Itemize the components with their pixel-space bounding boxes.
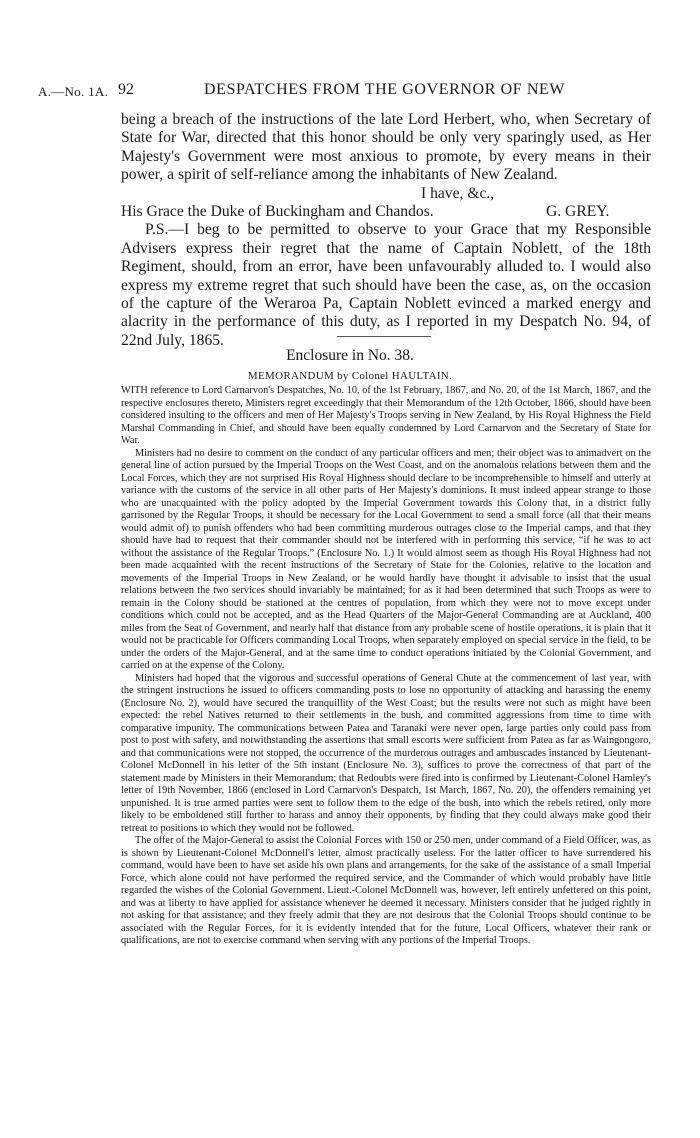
closing-row — [121, 185, 651, 203]
despatch-continuation — [121, 111, 651, 350]
closing-formula: I have, &c., — [421, 184, 495, 202]
addressee: His Grace the Duke of Buckingham and Chandos. — [121, 203, 434, 221]
running-header — [0, 80, 700, 102]
memorandum-paragraph: WITH reference to Lord Carnarvon's Despatches, No. 10, of the 1st February, 1867, and No. 20, of the 1st March, 1867, and the respective enclosures thereto, Ministers regret exceedingly that their Memorandum of the 12th October, 1866, should have been considered insulting to the officers and men of Her Majesty's Troops serving in New Zealand, by His Royal Highness the Field Marshal Commanding in Chief, and should have been equally condemned by Lord Carnarvon and the Secretary of State for War. — [121, 385, 651, 446]
running-title: DESPATCHES FROM THE GOVERNOR OF NEW — [204, 81, 566, 98]
postscript: P.S.—I beg to be permitted to observe to your Grace that my Responsible Advisers express their regret that the name of Captain Noblett, of the 18th Regiment, should, from an error, have been unfavourably alluded to. I would also express my extreme regret that such should have been the case, as, on the occasion of the capture of the Weraroa Pa, Captain Noblett evinced a marked energy and alacrity in the performance of this duty, as I reported in my Despatch No. 94, of 22nd July, 1865. — [121, 221, 651, 349]
signature: G. GREY. — [546, 203, 610, 221]
addressee-row — [121, 203, 651, 221]
memorandum-body — [121, 385, 651, 948]
document-reference: A.—No. 1A. — [38, 84, 109, 99]
page-number: 92 — [118, 81, 134, 98]
section-divider — [337, 336, 431, 337]
memorandum-heading: MEMORANDUM by Colonel HAULTAIN. — [247, 370, 453, 382]
enclosure-title: Enclosure in No. 38. — [286, 347, 414, 364]
memorandum-paragraph: Ministers had no desire to comment on the conduct of any particular officers and men; their object was to animadvert on the general line of action pursued by the Imperial Troops on the West Coast, and on the anomalous relations between them and the Local Forces, which they are not surprised His Royal Highness should declare to be incomprehensible to himself and utterly at variance with the customs of the service in all other parts of Her Majesty's dominions. It must indeed appear strange to those who are unacquainted with the policy adopted by the Imperial Government towards this Colony that, in a district fully garrisoned by the Regular Troops, it should be necessary for the Local Government to send a small force (all that their means would admit of) to punish offenders who had been committing murderous outrages close to the Imperial camps, and that they should have had to request that their commander should not be interfered with in performing this service, “if he was to act without the assistance of the Regular Troops.” (Enclosure No. 1.) It would almost seem as though His Royal Highness had not been made acquainted with the recent instructions of the Secretary of State for the Colonies, relative to the location and movements of the Imperial Troops in New Zealand, or he would hardly have thought it advisable to insist that the usual relations between the two services should invariably be maintained; for as it had been determined that such Troops as were to remain in the Colony should be stationed at the centres of population, from which they were not to move except under conditions which could not be accepted, and as the Head Quarters of the Major-General Commanding are at Auckland, 400 miles from the Seat of Government, and nearly half that distance from any probable scene of hostile operations, it is plain that it would not be practicable for Officers commanding Local Troops, when separately employed on special service in the field, to be under the orders of the Major-General, and at the same time to conduct operations initiated by the Colonial Government, and carried on at the expense of the Colony. — [121, 447, 651, 671]
memorandum-paragraph: Ministers had hoped that the vigorous and successful operations of General Chute at the commencement of last year, with the stringent instructions he issued to officers commanding posts to lose no opportunity of attacking and harassing the enemy (Enclosure No. 2), would have secured the tranquillity of the West Coast; but the results were not such as might have been expected: the rebel Natives returned to their settlements in the bush, and committed aggressions from time to time with comparative impunity. The communications between Patea and Taranaki were never open, large parties only could pass from post to post with safety, and notwithstanding the assertions that small escorts were sufficient from Patea as far as Waingongoro, and that communications were not stopped, the occurrence of the murderous outrages and ambuscades instanced by Lieutenant-Colonel McDonnell in his letter of the 5th instant (Enclosure No. 3), suffices to prove the correctness of that part of the statement made by Ministers in their Memorandum; that Redoubts were fired into is confirmed by Lieutenant-Colonel Hamley's letter of 19th November, 1866 (enclosed in Lord Carnarvon's Despatch, 1st March, 1867, No. 20), the offenders remaining yet unpunished. It is true armed parties were sent to follow them to the edge of the bush, into which the rebels retired, only more likely to be emboldened still further to harass and annoy their opponents, by finding that they could always make good their retreat to positions to which they would not be followed. — [121, 672, 651, 834]
memorandum-paragraph: The offer of the Major-General to assist the Colonial Forces with 150 or 250 men, under command of a Field Officer, was, as is shown by Lieutenant-Colonel McDonnell's letter, almost practically useless. For the latter officer to have surrendered his command, would have been to have set aside his own plans and arrangements, for the sake of the assistance of a small Imperial Force, which alone could not have performed the required service, and the Commander of which would probably have little regarded the wishes of the Colonial Government. Lieut.-Colonel McDonnell was, however, left entirely unfettered on this point, and was at liberty to have applied for assistance whenever he deemed it necessary. Ministers consider that he judged rightly in not asking for that assistance; and they freely admit that they are not desirous that the Colonial Troops should continue to be associated with the Regular Forces, for it is evidently intended that for the future, Local Officers, whatever their rank or qualifications, are not to exercise command when serving with any portions of the Imperial Troops. — [121, 835, 651, 946]
despatch-body-text: being a breach of the instructions of the late Lord Herbert, who, when Secretary of State for War, directed that this honor should be only very sparingly used, as Her Majesty's Government were most anxious to promote, by every means in their power, a spirit of self-reliance among the inhabitants of New Zealand. — [121, 111, 651, 184]
